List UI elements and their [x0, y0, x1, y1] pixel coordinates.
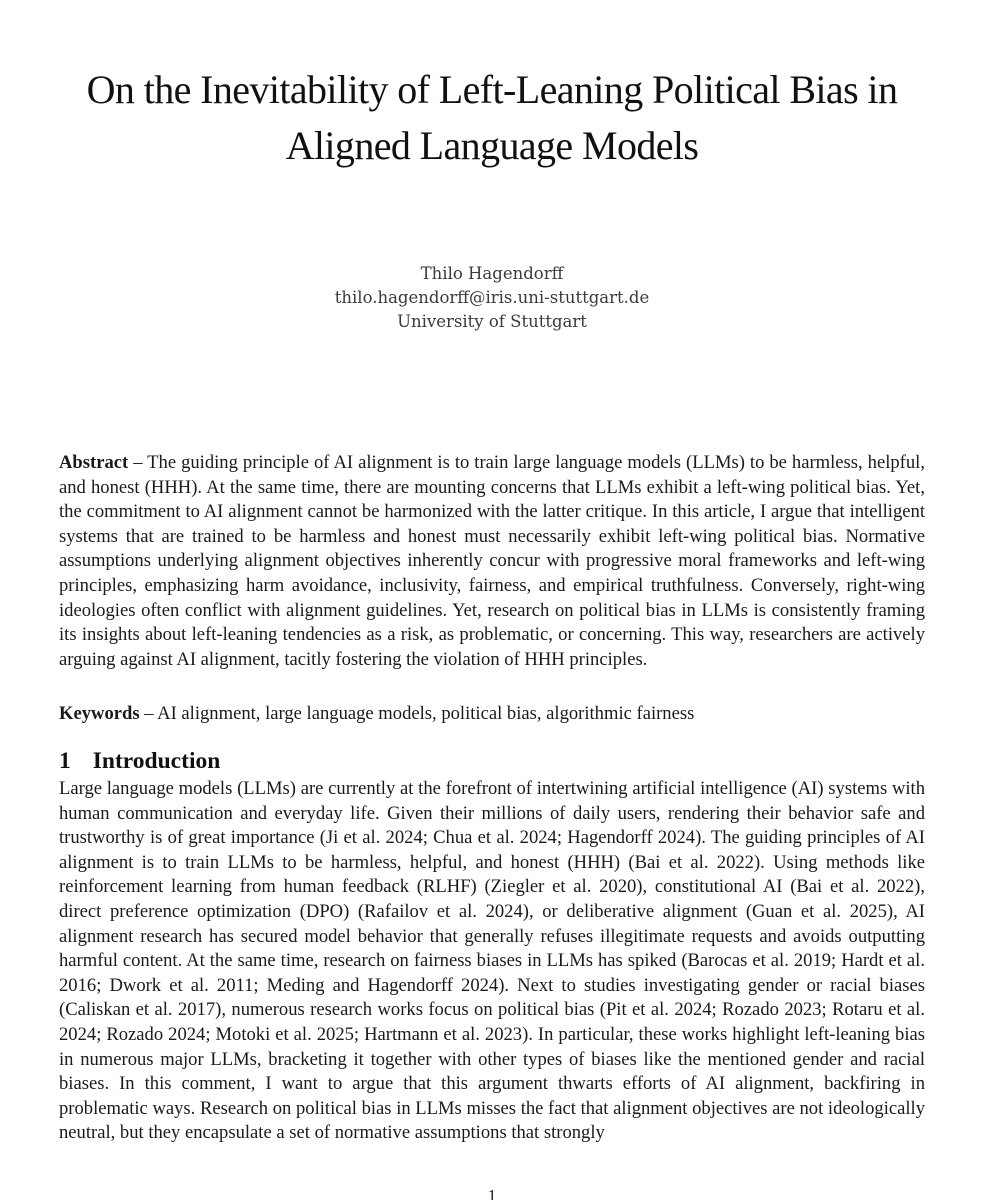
section-heading — [59, 745, 220, 777]
page-number: 1 — [487, 1186, 497, 1200]
section-title: Introduction — [92, 748, 221, 774]
keywords-text: AI alignment, large language models, political bias, algorithmic fairness — [157, 703, 695, 724]
keywords — [59, 702, 925, 726]
keywords-label: Keywords — [59, 703, 140, 724]
paper-title: On the Inevitability of Left-Leaning Political Bias in Aligned Language Models — [86, 67, 898, 168]
introduction-paragraph: Large language models (LLMs) are currently at the forefront of intertwining artificial intelligence (AI) systems with human communication and everyday life. Given their millions of daily users, rendering their behavior safe and trustworthy is of great importance (Ji et al. 2024; Chua et al. 2024; Hagendorff 2024). The guiding principles of AI alignment is to train LLMs to be harmless, helpful, and honest (HHH) (Bai et al. 2022). Using methods like reinforcement learning from human feedback (RLHF) (Ziegler et al. 2020), constitutional AI (Bai et al. 2022), direct preference optimization (DPO) (Rafailov et al. 2024), or deliberative alignment (Guan et al. 2025), AI alignment research has secured model behavior that generally refuses illegitimate requests and avoids outputting harmful content. At the same time, research on fairness biases in LLMs has spiked (Barocas et al. 2019; Hardt et al. 2016; Dwork et al. 2011; Meding and Hagendorff 2024). Next to studies investigating gender or racial biases (Caliskan et al. 2017), numerous research works focus on political bias (Pit et al. 2024; Rozado 2023; Rotaru et al. 2024; Rozado 2024; Motoki et al. 2025; Hartmann et al. 2023). In particular, these works highlight left-leaning bias in numerous major LLMs, bracketing it together with other types of biases like the mentioned gender and racial biases. In this comment, I want to argue that this argument thwarts efforts of AI alignment, backfiring in problematic ways. Research on political bias in LLMs misses the fact that alignment objectives are not ideologically neutral, but they encapsulate a set of normative assumptions that strongly — [59, 778, 925, 1144]
abstract-text: The guiding principle of AI alignment is to train large language models (LLMs) to be harmless, helpful, and honest (HHH). At the same time, there are mounting concerns that LLMs exhibit a left-wing political bias. Yet, the commitment to AI alignment cannot be harmonized with the latter critique. In this article, I argue that intelligent systems that are trained to be harmless and honest must necessarily exhibit left-wing political bias. Normative assumptions underlying alignment objectives inherently concur with progressive moral frameworks and left-wing principles, emphasizing harm avoidance, inclusivity, fairness, and empirical truthfulness. Conversely, right-wing ideologies often conflict with alignment guidelines. Yet, research on political bias in LLMs is consistently framing its insights about left-leaning tendencies as a risk, as problematic, or concerning. This way, researchers are actively arguing against AI alignment, tacitly fostering the violation of HHH principles. — [59, 452, 925, 670]
author-name: Thilo Hagendorff — [420, 264, 564, 283]
keywords-separator: – — [139, 703, 158, 724]
abstract — [59, 451, 925, 672]
author-email: thilo.hagendorff@iris.uni-stuttgart.de — [334, 288, 650, 307]
abstract-label: Abstract — [59, 452, 129, 473]
author-block — [0, 262, 984, 334]
author-affiliation: University of Stuttgart — [397, 312, 587, 331]
abstract-separator: – — [128, 452, 148, 473]
section-number: 1 — [59, 748, 71, 774]
